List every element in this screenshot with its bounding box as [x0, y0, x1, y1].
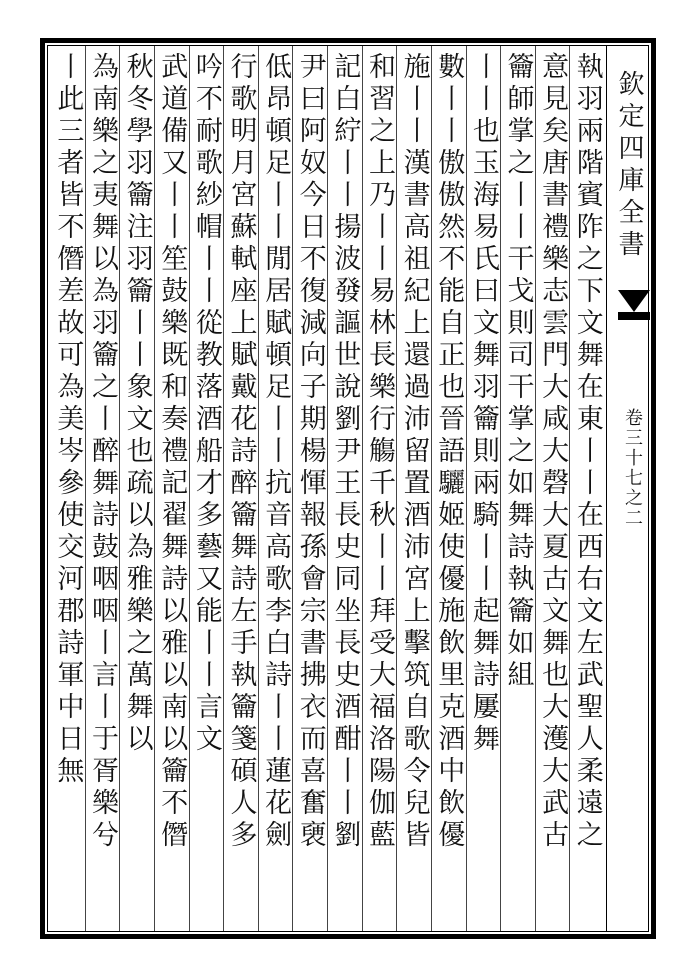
- column-rule: [154, 46, 155, 931]
- text-column: 施丨丨漢書高祖紀上還過沛留置酒沛宮上擊筑自歌令兒皆: [398, 52, 430, 852]
- column-rule: [292, 46, 293, 931]
- column-rule: [569, 46, 570, 931]
- text-column: 籥師掌之丨丨干戈則司干掌之如舞詩執籥如組: [502, 52, 534, 692]
- column-rule: [396, 46, 397, 931]
- text-column: 意見矣唐書禮樂志雲門大咸大磬大夏古文舞也大濩大武古: [537, 52, 569, 852]
- text-column: 丨此三者皆不僭差故可為美岑參使交河郡詩軍中日無: [52, 52, 84, 788]
- text-column: 尹曰阿奴今日不復減向子期楊惲報孫會宗書拂衣而喜奮褏: [294, 52, 326, 852]
- column-rule: [362, 46, 363, 931]
- text-column: 記白紵丨丨揚波發謳世說劉尹王長史同坐長史酒酣丨丨劉: [329, 52, 361, 852]
- column-rule: [189, 46, 190, 931]
- fishtail-bar: [618, 312, 650, 320]
- column-rule: [535, 46, 536, 931]
- text-column: 秋冬學羽籥注羽籥丨丨象文也疏以為雅樂之萬舞以: [121, 52, 153, 756]
- column-rule: [119, 46, 120, 931]
- text-column: 和習之上乃丨丨易林長樂行觴千秋丨丨拜受大福洛陽伽藍: [363, 52, 395, 852]
- text-column: 數丨丨傲傲然不能自正也晉語驪姬使優施飲里克酒中飲優: [433, 52, 465, 852]
- column-rule: [327, 46, 328, 931]
- fishtail-mark-icon: [618, 290, 650, 312]
- column-rule: [431, 46, 432, 931]
- column-rule: [500, 46, 501, 931]
- text-column: 行歌明月宮蘇軾座上賦戴花詩醉籥舞詩左手執籥箋碩人多: [225, 52, 257, 852]
- text-column: 為南樂之夷舞以為羽籥之丨醉舞詩鼓咽咽丨言丨于胥樂兮: [86, 52, 118, 852]
- column-rule: [223, 46, 224, 931]
- text-column: 武道備又丨丨笙鼓樂既和奏禮記翟舞詩以雅以南以籥不僭: [156, 52, 188, 852]
- volume-label: 卷三十七之二: [622, 408, 643, 528]
- text-column: 吟不耐歌紗帽丨丨從教落酒船才多藝又能丨丨言文: [190, 52, 222, 756]
- text-column: 執羽兩階賓阼之下文舞在東丨丨在西右文左武聖人柔遠之: [571, 52, 603, 852]
- column-rule: [85, 46, 86, 931]
- text-column: 低昂頓足丨丨閒居賦頓足丨丨抗音高歌李白詩丨丨蓮花劍: [260, 52, 292, 852]
- column-rule: [258, 46, 259, 931]
- column-rule: [466, 46, 467, 931]
- text-column: 丨丨也玉海易氏曰文舞羽籥則兩騎丨丨起舞詩屢舞: [467, 52, 499, 756]
- book-title: 欽定四庫全書: [614, 70, 644, 262]
